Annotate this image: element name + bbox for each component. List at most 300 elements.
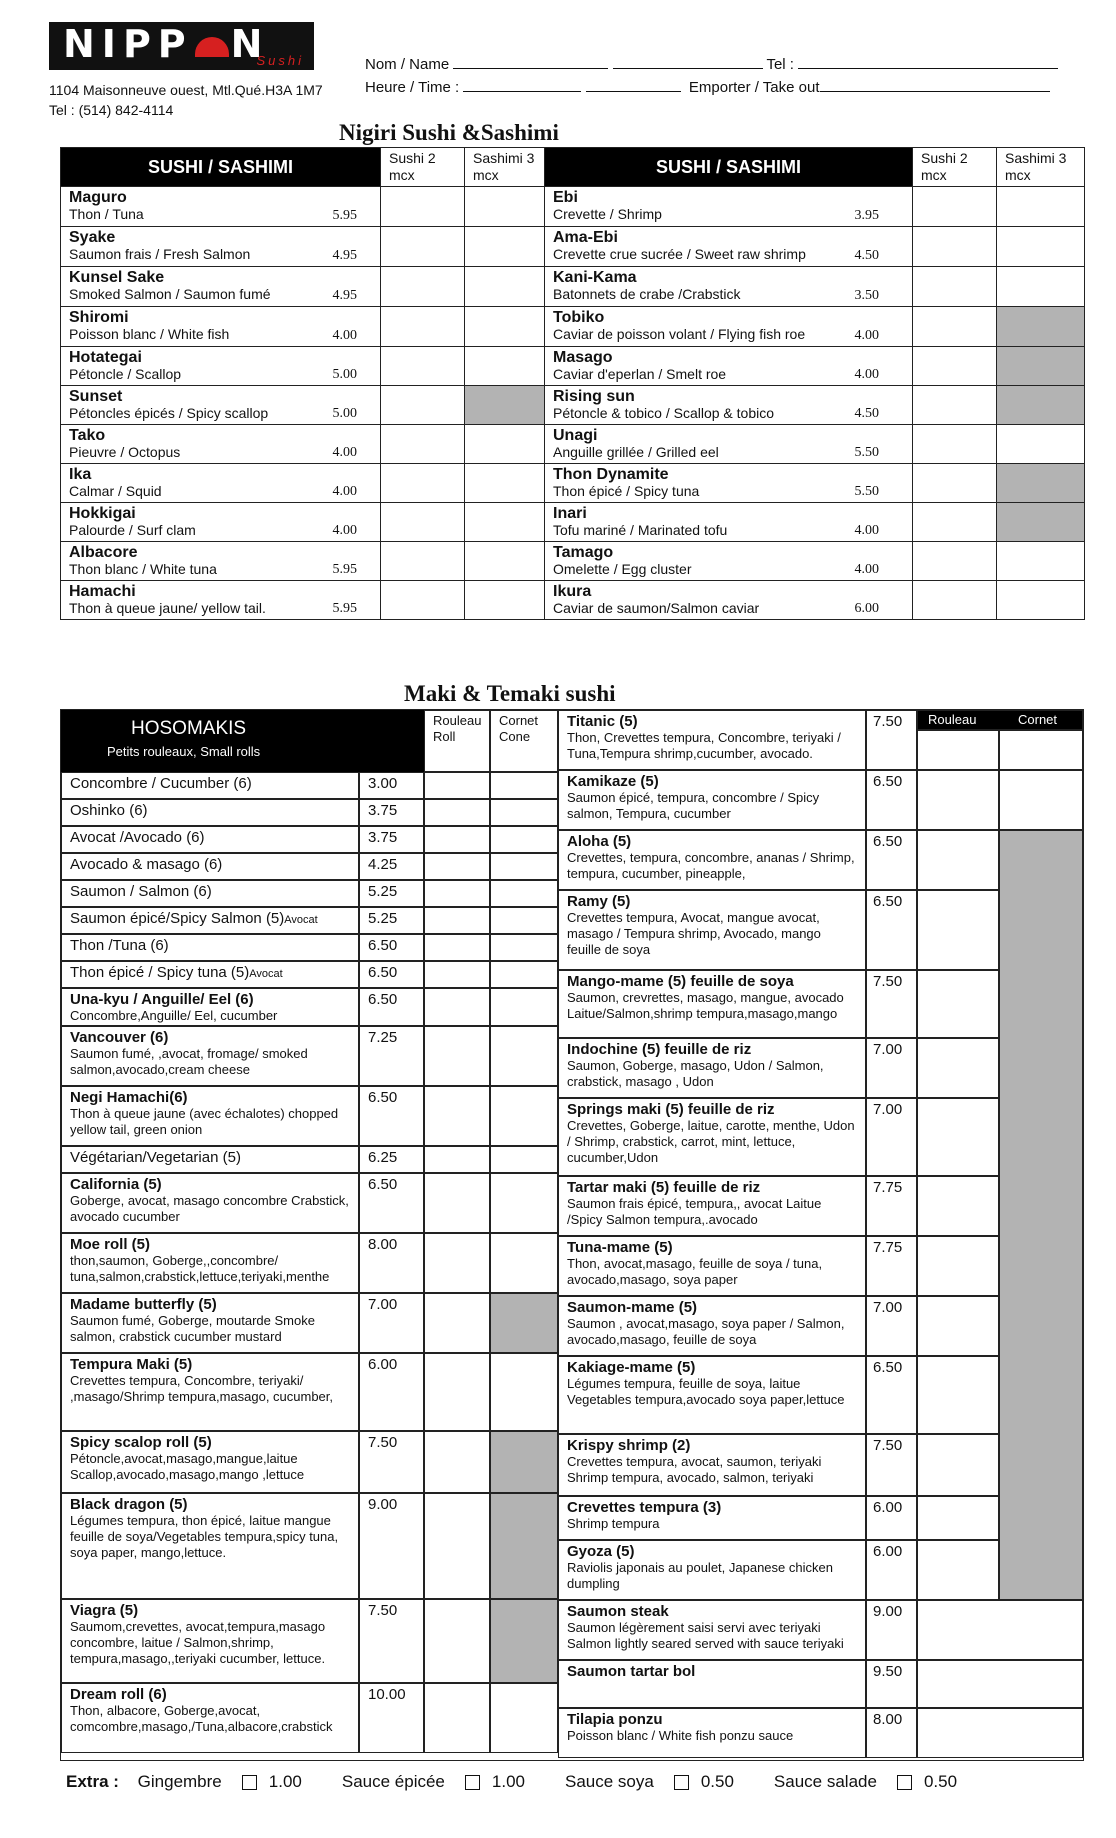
item-desc: Saumon frais épicé, tempura,, avocat Laitue /Spicy Salmon tempura,.avocado (567, 1196, 822, 1227)
col-sushi-left: Sushi 2 mcx (381, 148, 465, 187)
item-name: Syake (69, 229, 116, 246)
item-note: Avocat (249, 968, 283, 980)
qty-sashimi-cell[interactable] (465, 542, 545, 581)
item-price (866, 1176, 917, 1236)
item-price: 5.95 (325, 542, 381, 581)
item-desc: Batonnets de crabe /Crabstick (553, 286, 741, 302)
nigiri-item[interactable] (61, 227, 325, 267)
maki-item[interactable] (558, 1236, 866, 1296)
qty-roll-cell[interactable] (424, 853, 490, 880)
nigiri-row (61, 386, 1085, 425)
qty-roll-cell[interactable] (917, 1356, 999, 1434)
qty-sushi-cell[interactable] (381, 187, 465, 227)
item-name: Springs maki (5) feuille de riz (567, 1101, 775, 1118)
phone: Tel : (514) 842-4114 (49, 102, 174, 118)
qty-roll-cell[interactable] (424, 772, 490, 799)
nigiri-item[interactable] (545, 187, 847, 227)
nigiri-item[interactable] (545, 267, 847, 307)
item-desc: Tofu mariné / Marinated tofu (553, 522, 728, 538)
extra-name: Sauce épicée (341, 1772, 445, 1791)
qty-cell[interactable] (917, 1708, 1083, 1758)
nigiri-item[interactable] (545, 503, 847, 542)
maki-item[interactable] (558, 1098, 866, 1176)
item-price: 4.00 (325, 425, 381, 464)
qty-roll-cell[interactable] (424, 1146, 490, 1173)
nigiri-item[interactable] (545, 307, 847, 347)
item-name: Thon Dynamite (553, 466, 669, 483)
qty-sushi-cell[interactable] (913, 347, 997, 386)
extra-item[interactable] (342, 1772, 537, 1791)
qty-cone-cell[interactable] (999, 730, 1083, 770)
nigiri-item[interactable] (545, 542, 847, 581)
restaurant-address-block (49, 80, 323, 120)
item-price (866, 1434, 917, 1496)
nigiri-item[interactable] (61, 307, 325, 347)
qty-roll-cell[interactable] (917, 1296, 999, 1356)
maki-item[interactable] (558, 710, 866, 770)
hosomaki-item[interactable] (61, 1353, 359, 1431)
hosomakis-subtitle: Petits rouleaux, Small rolls (107, 744, 261, 759)
item-name (70, 1236, 350, 1253)
col-cone-header (490, 710, 558, 772)
qty-cone-cell[interactable] (490, 1353, 558, 1431)
qty-roll-cell[interactable] (424, 961, 490, 988)
item-name-text: Vancouver (6) (70, 1029, 169, 1046)
item-price (359, 907, 424, 934)
hosomaki-item[interactable] (61, 1683, 359, 1753)
hosomaki-item[interactable] (61, 1293, 359, 1353)
item-desc: Pétoncle,avocat,masago,mangue,laitue Scallop,avocado,masago,mango ,lettuce (70, 1451, 305, 1482)
maki-item[interactable] (558, 1296, 866, 1356)
qty-sashimi-cell[interactable] (465, 425, 545, 464)
item-name (70, 910, 350, 927)
hosomaki-item[interactable] (61, 1431, 359, 1493)
item-desc: Smoked Salmon / Saumon fumé (69, 286, 271, 302)
qty-cone-cell[interactable] (490, 934, 558, 961)
qty-sushi-cell[interactable] (913, 581, 997, 620)
qty-sashimi-cell[interactable] (997, 187, 1085, 227)
qty-sushi-cell[interactable] (913, 542, 997, 581)
nigiri-item[interactable] (61, 386, 325, 425)
qty-roll-cell[interactable] (424, 1599, 490, 1683)
qty-cone-cell[interactable] (490, 1086, 558, 1146)
item-price (359, 1599, 424, 1683)
qty-roll-cell[interactable] (424, 880, 490, 907)
qty-cone-cell[interactable] (490, 1146, 558, 1173)
item-name: Tilapia ponzu (567, 1711, 663, 1728)
nigiri-item[interactable] (545, 425, 847, 464)
item-desc: Anguille grillée / Grilled eel (553, 444, 719, 460)
hosomaki-item[interactable] (61, 772, 359, 799)
qty-sashimi-cell[interactable] (997, 267, 1085, 307)
qty-sashimi-cell[interactable] (465, 307, 545, 347)
item-name: Sunset (69, 388, 123, 405)
qty-sashimi-cell[interactable] (997, 227, 1085, 267)
item-price: 4.00 (847, 307, 913, 347)
qty-roll-cell[interactable] (917, 890, 999, 970)
name-line[interactable] (365, 55, 1058, 73)
qty-sushi-cell[interactable] (381, 386, 465, 425)
item-name-text: Tempura Maki (5) (70, 1356, 193, 1373)
item-name: Maguro (69, 189, 127, 206)
qty-roll-cell[interactable] (424, 1026, 490, 1086)
time-line[interactable] (365, 78, 1050, 96)
qty-sushi-cell[interactable] (381, 227, 465, 267)
qty-sushi-cell[interactable] (381, 542, 465, 581)
item-desc: Raviolis japonais au poulet, Japanese chicken dumpling (567, 1560, 833, 1591)
hosomaki-item[interactable] (61, 1146, 359, 1173)
checkbox[interactable] (465, 1775, 480, 1790)
item-price: 4.00 (325, 307, 381, 347)
nigiri-item[interactable] (61, 347, 325, 386)
extra-item[interactable] (138, 1772, 314, 1791)
qty-sushi-cell[interactable] (913, 187, 997, 227)
qty-roll-cell[interactable] (424, 1353, 490, 1431)
qty-sushi-cell[interactable] (381, 307, 465, 347)
item-desc: Shrimp tempura (567, 1516, 660, 1531)
nigiri-item[interactable] (545, 347, 847, 386)
qty-sashimi-cell[interactable] (465, 347, 545, 386)
hosomaki-item[interactable] (61, 826, 359, 853)
hosomaki-item[interactable] (61, 1173, 359, 1233)
qty-sashimi-cell (465, 386, 545, 425)
item-desc: Crevettes tempura, Avocat, mangue avocat, masago / Tempura shrimp, Avocado, mango feuille de soya (567, 910, 821, 957)
item-desc: Pétoncle & tobico / Scallop & tobico (553, 405, 775, 421)
qty-sushi-cell[interactable] (381, 425, 465, 464)
item-name: Indochine (5) feuille de riz (567, 1041, 752, 1058)
qty-sashimi-cell[interactable] (997, 542, 1085, 581)
nigiri-item[interactable] (61, 267, 325, 307)
item-price: 5.00 (325, 386, 381, 425)
qty-sushi-cell[interactable] (381, 347, 465, 386)
hosomaki-item[interactable] (61, 961, 359, 988)
qty-sashimi-cell[interactable] (465, 267, 545, 307)
hosomaki-item[interactable] (61, 907, 359, 934)
qty-roll-cell[interactable] (424, 1683, 490, 1753)
qty-roll-cell[interactable] (424, 1431, 490, 1493)
item-name-text: Saumon / Salmon (6) (70, 883, 212, 900)
item-desc: Calmar / Squid (69, 483, 162, 499)
nigiri-item[interactable] (545, 581, 847, 620)
item-price (359, 1431, 424, 1493)
item-price (866, 710, 917, 770)
qty-cone-cell[interactable] (490, 1026, 558, 1086)
item-price-text: 3.75 (368, 802, 398, 819)
nigiri-item[interactable] (61, 503, 325, 542)
item-name (70, 883, 350, 900)
maki-item[interactable] (558, 830, 866, 890)
item-name-text: Black dragon (5) (70, 1496, 188, 1513)
item-desc: Légumes tempura, thon épicé, laitue mangue feuille de soya/Vegetables tempura,spicy tuna, soya paper, mango,lettuce. (70, 1513, 339, 1560)
qty-sushi-cell[interactable] (381, 464, 465, 503)
qty-sushi-cell[interactable] (913, 464, 997, 503)
item-price: 4.50 (847, 386, 913, 425)
item-price (359, 853, 424, 880)
item-desc: Thon blanc / White tuna (69, 561, 217, 577)
item-name: Tobiko (553, 309, 605, 326)
item-desc: Légumes tempura, feuille de soya, laitue Vegetables tempura,avocado soya paper,lettuce (567, 1376, 845, 1407)
qty-sashimi-cell[interactable] (465, 187, 545, 227)
nigiri-row (61, 227, 1085, 267)
item-desc: Concombre,Anguille/ Eel, cucumber (70, 1008, 278, 1023)
maki-item[interactable] (558, 1660, 866, 1708)
qty-roll-cell[interactable] (917, 1496, 999, 1540)
item-name (70, 1686, 350, 1703)
qty-cone-cell[interactable] (490, 826, 558, 853)
item-price (866, 1496, 917, 1540)
qty-sashimi-cell (997, 307, 1085, 347)
qty-roll-cell[interactable] (424, 1086, 490, 1146)
nigiri-item[interactable] (545, 227, 847, 267)
qty-sashimi-cell[interactable] (465, 503, 545, 542)
checkbox[interactable] (242, 1775, 257, 1790)
qty-roll-cell[interactable] (424, 1233, 490, 1293)
qty-roll-cell[interactable] (917, 1236, 999, 1296)
item-name: Ramy (5) (567, 893, 631, 910)
item-price-text: 6.50 (368, 1176, 398, 1193)
qty-roll-cell[interactable] (917, 1038, 999, 1098)
item-price-text: 3.00 (368, 775, 398, 792)
qty-roll-cell[interactable] (917, 970, 999, 1038)
item-price (866, 1708, 917, 1758)
item-name: Hokkigai (69, 505, 136, 522)
col-roll: Rouleau Roll (433, 713, 482, 744)
nigiri-item[interactable] (545, 464, 847, 503)
item-desc: Palourde / Surf clam (69, 522, 196, 538)
nigiri-item[interactable] (61, 425, 325, 464)
item-price: 5.95 (325, 581, 381, 620)
item-price-text: 7.00 (368, 1296, 398, 1313)
item-price (866, 1038, 917, 1098)
maki-item[interactable] (558, 1434, 866, 1496)
item-desc: Crevettes tempura, Concombre, teriyaki/ ,masago/Shrimp tempura,masago, cucumber, (70, 1373, 334, 1404)
item-desc: Saumom,crevettes, avocat,tempura,masago concombre, laitue / Salmon,shrimp, tempura,masago,,teriyaki cucumber, lettuce. (70, 1619, 326, 1666)
maki-item[interactable] (558, 1708, 866, 1758)
nigiri-row (61, 581, 1085, 620)
hosomaki-item[interactable] (61, 934, 359, 961)
maki-item[interactable] (558, 1540, 866, 1600)
item-price-text: 7.75 (873, 1179, 903, 1196)
maki-section-title: Maki & Temaki sushi (404, 681, 616, 706)
hosomaki-item[interactable] (61, 1233, 359, 1293)
item-price (866, 1600, 917, 1660)
item-name: Hamachi (69, 583, 136, 600)
item-price-text: 6.50 (368, 937, 398, 954)
item-desc: Caviar de poisson volant / Flying fish roe (553, 326, 806, 342)
item-price-text: 9.00 (873, 1603, 903, 1620)
item-price-text: 6.50 (873, 1359, 903, 1376)
item-desc: Pieuvre / Octopus (69, 444, 181, 460)
qty-sushi-cell[interactable] (381, 503, 465, 542)
qty-sashimi-cell[interactable] (997, 581, 1085, 620)
qty-cell[interactable] (917, 1660, 1083, 1708)
qty-cone-cell[interactable] (490, 907, 558, 934)
maki-item[interactable] (558, 1176, 866, 1236)
item-price: 4.95 (325, 227, 381, 267)
qty-sushi-cell[interactable] (381, 267, 465, 307)
hosomaki-item[interactable] (61, 1086, 359, 1146)
qty-sushi-cell[interactable] (913, 307, 997, 347)
hosomaki-item[interactable] (61, 1026, 359, 1086)
qty-roll-cell[interactable] (917, 730, 999, 770)
col-cone: Cornet Cone (499, 713, 539, 744)
item-name: Ikura (553, 583, 592, 600)
item-name: Gyoza (5) (567, 1543, 635, 1560)
item-name (70, 856, 350, 873)
qty-sushi-cell[interactable] (381, 581, 465, 620)
item-name: Hotategai (69, 349, 142, 366)
logo-subtitle: Sushi (256, 53, 304, 68)
qty-cone-cell[interactable] (490, 1683, 558, 1753)
hosomaki-item[interactable] (61, 1599, 359, 1683)
item-price (866, 1356, 917, 1434)
qty-roll-cell[interactable] (424, 934, 490, 961)
qty-sashimi-cell[interactable] (465, 464, 545, 503)
qty-roll-cell[interactable] (917, 1176, 999, 1236)
maki-item[interactable] (558, 770, 866, 830)
qty-cone-cell[interactable] (490, 799, 558, 826)
item-name (70, 1176, 350, 1193)
qty-cone-cell[interactable] (490, 880, 558, 907)
item-name (70, 829, 350, 846)
item-price (359, 1173, 424, 1233)
item-price-text: 6.50 (368, 1089, 398, 1106)
maki-item[interactable] (558, 1600, 866, 1660)
maki-item[interactable] (558, 970, 866, 1038)
qty-sashimi-cell[interactable] (465, 227, 545, 267)
maki-grid (60, 709, 1084, 1761)
item-price (866, 1098, 917, 1176)
qty-sushi-cell[interactable] (913, 227, 997, 267)
hosomaki-item[interactable] (61, 988, 359, 1026)
item-name: Kani-Kama (553, 269, 637, 286)
item-price (359, 1086, 424, 1146)
col-sushi-right: Sushi 2 mcx (913, 148, 997, 187)
qty-cone-cell[interactable] (999, 770, 1083, 830)
item-name: Tamago (553, 544, 614, 561)
qty-sashimi-cell[interactable] (465, 581, 545, 620)
checkbox[interactable] (674, 1775, 689, 1790)
item-name-text: Una-kyu / Anguille/ Eel (6) (70, 991, 254, 1008)
item-price: 4.00 (847, 542, 913, 581)
qty-roll-cell[interactable] (424, 826, 490, 853)
qty-cone-cell[interactable] (490, 772, 558, 799)
hosomakis-header (61, 710, 424, 772)
item-name (70, 802, 350, 819)
nigiri-item[interactable] (61, 581, 325, 620)
qty-roll-cell[interactable] (424, 1493, 490, 1599)
col-sashimi-right: Sashimi 3 mcx (997, 148, 1085, 187)
item-desc: Saumon légèrement saisi servi avec teriyaki Salmon lightly seared served with sauce teriyaki (567, 1620, 844, 1651)
item-name-text: Viagra (5) (70, 1602, 139, 1619)
nigiri-item[interactable] (545, 386, 847, 425)
qty-cone-cell[interactable] (490, 961, 558, 988)
hosomaki-item[interactable] (61, 853, 359, 880)
nigiri-item[interactable] (61, 542, 325, 581)
qty-cone-cell[interactable] (490, 988, 558, 1026)
maki-item[interactable] (558, 1356, 866, 1434)
item-price-text: 9.50 (873, 1663, 903, 1680)
maki-item[interactable] (558, 1038, 866, 1098)
qty-cone-cell (490, 1599, 558, 1683)
item-name-text: Concombre / Cucumber (6) (70, 775, 252, 792)
item-desc: Saumon fumé, Goberge, moutarde Smoke salmon, crabstick cucumber mustard (70, 1313, 315, 1344)
item-name (70, 1149, 350, 1166)
item-name-text: Thon épicé / Spicy tuna (5) (70, 964, 250, 981)
item-price: 5.00 (325, 347, 381, 386)
qty-roll-cell[interactable] (424, 1173, 490, 1233)
qty-roll-cell[interactable] (424, 988, 490, 1026)
item-price (359, 1353, 424, 1431)
item-price-text: 6.50 (873, 773, 903, 790)
item-price (359, 961, 424, 988)
item-desc: thon,saumon, Goberge,,concombre/ tuna,salmon,crabstick,lettuce,teriyaki,menthe (70, 1253, 330, 1284)
qty-cell[interactable] (917, 1600, 1083, 1660)
qty-cone-cell (490, 1493, 558, 1599)
item-name: Krispy shrimp (2) (567, 1437, 691, 1454)
item-price: 5.50 (847, 425, 913, 464)
item-name (70, 775, 350, 792)
qty-roll-cell[interactable] (917, 1540, 999, 1600)
qty-sushi-cell[interactable] (913, 267, 997, 307)
qty-roll-cell[interactable] (917, 1098, 999, 1176)
qty-sushi-cell[interactable] (913, 503, 997, 542)
extra-item[interactable] (774, 1772, 969, 1791)
qty-roll-cell[interactable] (917, 830, 999, 890)
col-sashimi-left: Sashimi 3 mcx (465, 148, 545, 187)
item-price-text: 6.50 (873, 893, 903, 910)
qty-roll-cell[interactable] (424, 799, 490, 826)
maki-item[interactable] (558, 1496, 866, 1540)
item-name: Ama-Ebi (553, 229, 618, 246)
item-name (70, 991, 350, 1008)
nigiri-row (61, 307, 1085, 347)
nigiri-section-title: Nigiri Sushi &Sashimi (339, 120, 559, 145)
item-price-text: 6.50 (368, 991, 398, 1008)
qty-cone-cell[interactable] (490, 1173, 558, 1233)
hosomaki-item[interactable] (61, 880, 359, 907)
qty-sushi-cell[interactable] (913, 425, 997, 464)
qty-roll-cell[interactable] (917, 770, 999, 830)
item-price-text: 5.25 (368, 910, 398, 927)
nigiri-item[interactable] (61, 464, 325, 503)
qty-sashimi-cell[interactable] (997, 425, 1085, 464)
item-name-text: Negi Hamachi(6) (70, 1089, 188, 1106)
qty-sushi-cell[interactable] (913, 386, 997, 425)
item-name: Tartar maki (5) feuille de riz (567, 1179, 761, 1196)
item-price-text: 6.00 (368, 1356, 398, 1373)
hosomaki-item[interactable] (61, 799, 359, 826)
hosomakis-title: HOSOMAKIS (131, 718, 247, 739)
item-price-text: 7.50 (368, 1434, 398, 1451)
nippon-logo (49, 22, 314, 70)
qty-cone-cell[interactable] (490, 1233, 558, 1293)
qty-roll-cell[interactable] (917, 1434, 999, 1496)
qty-roll-cell[interactable] (424, 1293, 490, 1353)
extra-item[interactable] (565, 1772, 746, 1791)
item-price-text: 7.00 (873, 1101, 903, 1118)
item-desc: Thon à queue jaune (avec échalotes) chopped yellow tail, green onion (70, 1106, 339, 1137)
item-desc: Saumon , avocat,masago, soya paper / Salmon, avocado,masago, feuille de soya (567, 1316, 845, 1347)
nigiri-item[interactable] (61, 187, 325, 227)
qty-roll-cell[interactable] (424, 907, 490, 934)
maki-item[interactable] (558, 890, 866, 970)
checkbox[interactable] (897, 1775, 912, 1790)
hosomaki-item[interactable] (61, 1493, 359, 1599)
item-name (70, 1029, 350, 1046)
qty-cone-cell[interactable] (490, 853, 558, 880)
extra-name: Gingembre (137, 1772, 222, 1791)
